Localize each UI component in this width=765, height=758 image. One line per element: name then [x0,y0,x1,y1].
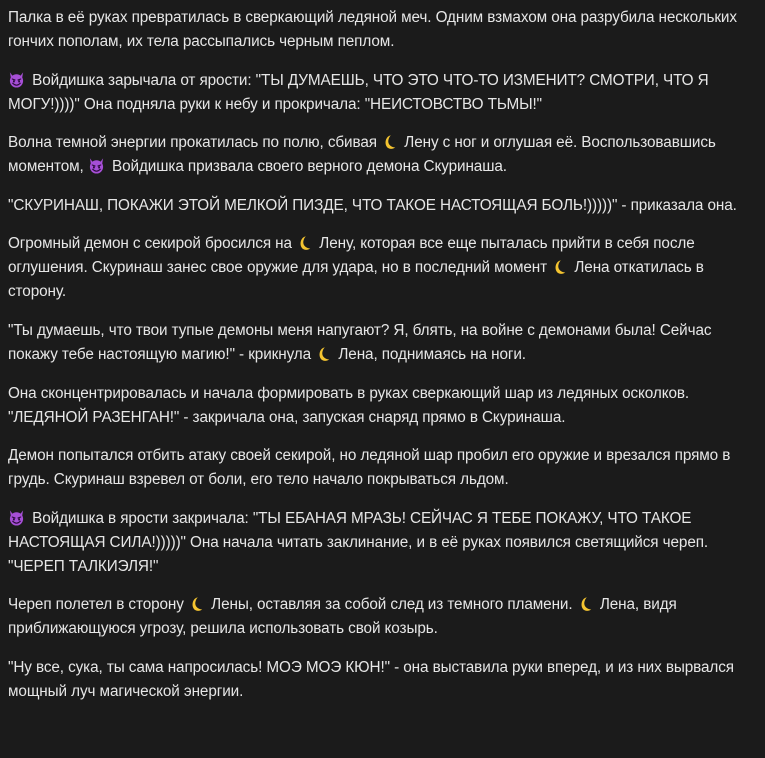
crescent-moon-icon [381,134,397,150]
story-paragraph [8,444,758,492]
story-paragraph [8,69,758,117]
story-paragraph [8,6,758,54]
paragraph-text: Лена откатилась в сторону. [8,259,704,301]
paragraph-text: Демон попытался отбить атаку своей секирой, но ледяной шар пробил его оружие и врезался прямо в грудь. Скуринаш взревел от боли, его тело начало покрываться льдом. [8,447,731,489]
paragraph-text: Лену с ног и оглушая её. Воспользовавшись моментом, [8,134,716,176]
chat-message-body [8,6,758,719]
paragraph-text: Волна темной энергии прокатилась по полю, сбивая [8,134,382,152]
story-paragraph [8,319,758,367]
paragraph-text: Палка в её руках превратилась в сверкающий ледяной меч. Одним взмахом она разрубила нескольких гончих пополам, их тела рассыпались черным пеплом. [8,9,737,50]
story-paragraph [8,593,758,641]
paragraph-text: Огромный демон с секирой бросился на [8,235,297,253]
crescent-moon-icon [577,596,593,612]
crescent-moon-icon [551,259,567,275]
crescent-moon-icon [296,235,312,251]
paragraph-text: Лена, видя приближающуюся угрозу, решила использовать свой козырь. [8,596,677,638]
smiling-devil-icon [8,71,25,88]
crescent-moon-icon [188,596,204,612]
story-paragraph [8,194,758,218]
smiling-devil-icon [8,509,25,526]
paragraph-text: Череп полетел в сторону [8,596,188,614]
story-paragraph [8,232,758,304]
story-paragraph [8,382,758,430]
story-paragraph [8,656,758,704]
story-paragraph [8,507,758,579]
smiling-devil-icon [88,157,105,174]
paragraph-text: "Ты думаешь, что твои тупые демоны меня напугают? Я, блять, на войне с демонами была! Сейчас покажу тебе настоящую магию!" - крикнула [8,321,712,363]
paragraph-text: "СКУРИНАШ, ПОКАЖИ ЭТОЙ МЕЛКОЙ ПИЗДЕ, ЧТО ТАКОЕ НАСТОЯЩАЯ БОЛЬ!)))))" - приказала она. [8,196,737,214]
paragraph-text: Лены, оставляя за собой след из темного пламени. [211,596,577,614]
paragraph-text: Она сконцентрировалась и начала формировать в руках сверкающий шар из ледяных осколков. "ЛЕДЯНОЙ РАЗЕНГАН!" - закричала она, запуская снаряд прямо в Скуринаша. [8,384,690,426]
paragraph-text: Лену, которая все еще пыталась прийти в себя после оглушения. Скуринаш занес свое оружие для удара, но в последний момент [8,235,695,277]
paragraph-text: Лена, поднимаясь на ноги. [338,345,526,363]
paragraph-text: Войдишка зарычала от ярости: "ТЫ ДУМАЕШЬ, ЧТО ЭТО ЧТО-ТО ИЗМЕНИТ? СМОТРИ, ЧТО Я МОГУ!))))" Она подняла руки к небу и прокричала: "НЕИСТОВСТВО ТЬМЫ!" [8,71,709,113]
paragraph-text: "Ну все, сука, ты сама напросилась! МОЭ МОЭ КЮН!" - она выставила руки вперед, и из них вырвался мощный луч магической энергии. [8,658,734,700]
paragraph-text: Войдишка призвала своего верного демона Скуринаша. [112,158,507,176]
paragraph-text: Войдишка в ярости закричала: "ТЫ ЕБАНАЯ МРАЗЬ! СЕЙЧАС Я ТЕБЕ ПОКАЖУ, ЧТО ТАКОЕ НАСТОЯЩАЯ СИЛА!)))))" Она начала читать заклинание, и в её руках появился светящийся череп. "ЧЕРЕП ТАЛКИЭЛЯ!" [8,509,709,575]
crescent-moon-icon [315,346,331,362]
story-paragraph [8,131,758,179]
